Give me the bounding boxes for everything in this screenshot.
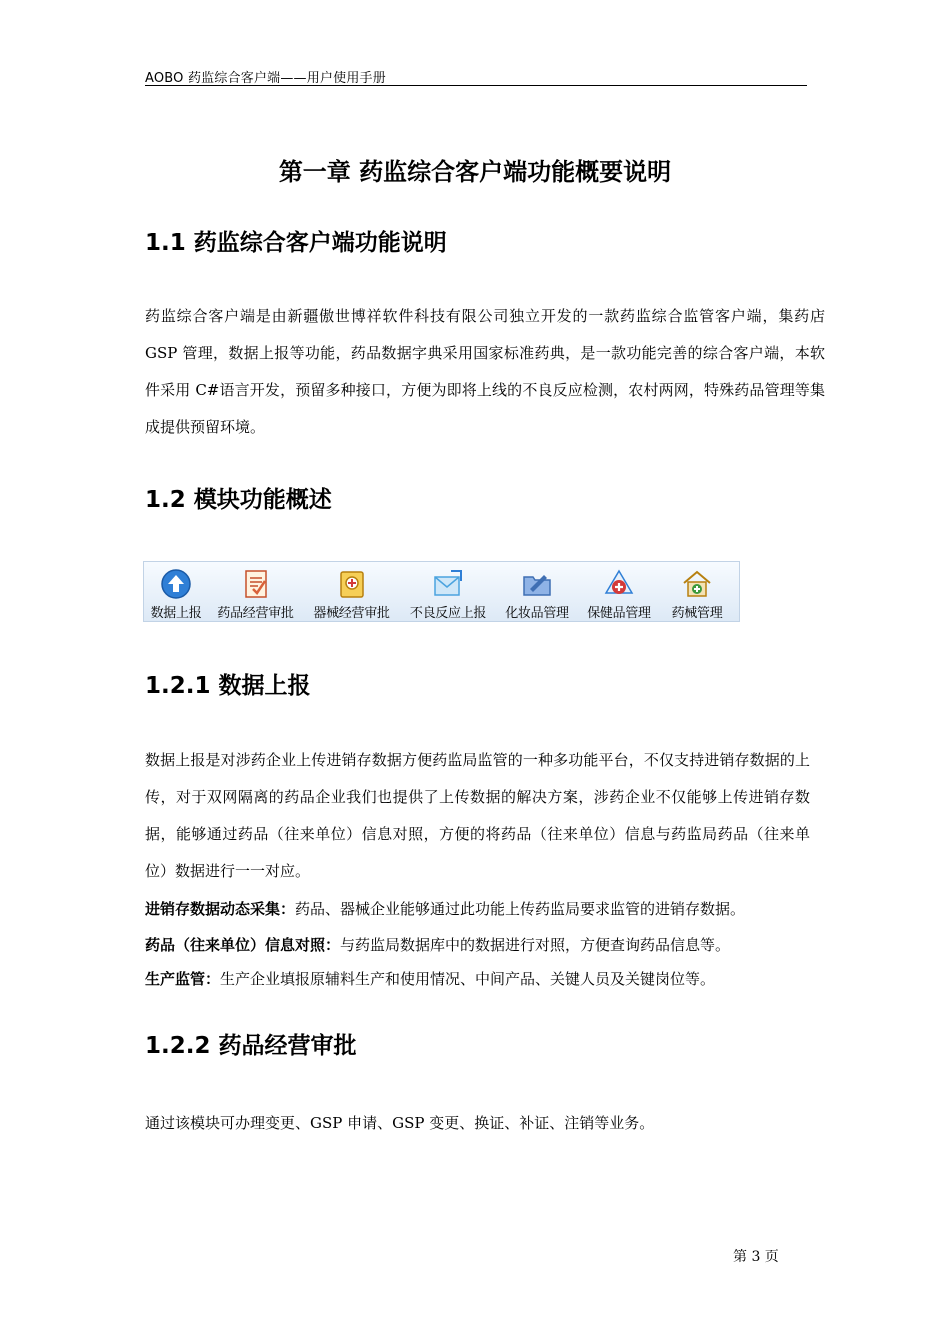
feature-desc: 药品、器械企业能够通过此功能上传药监局要求监管的进销存数据。 <box>295 900 746 918</box>
toolbar-label: 药械管理 <box>671 606 723 621</box>
page-number: 第 3 页 <box>733 1249 779 1265</box>
toolbar-label: 器械经营审批 <box>313 606 390 621</box>
feature-term: 药品（往来单位）信息对照： <box>145 936 341 954</box>
toolbar-item-cosmetics[interactable] <box>496 562 578 621</box>
toolbar-item-data-upload[interactable] <box>144 562 208 621</box>
toolbar-item-medical-devices[interactable] <box>660 562 734 621</box>
section-heading-1-2-1: 1.2.1 数据上报 <box>145 673 311 699</box>
toolbar-item-device-approval[interactable] <box>303 562 400 621</box>
feature-item <box>145 968 715 989</box>
feature-desc: 生产企业填报原辅料生产和使用情况、中间产品、关键人员及关键岗位等。 <box>220 970 716 988</box>
feature-item <box>145 898 745 919</box>
feature-term: 进销存数据动态采集： <box>145 900 296 918</box>
approval-document-icon <box>239 567 273 601</box>
section-1-2-2-paragraph: 通过该模块可办理变更、GSP 申请、GSP 变更、换证、补证、注销等业务。 <box>145 1114 655 1132</box>
feature-desc: 与药监局数据库中的数据进行对照，方便查询药品信息等。 <box>340 936 731 954</box>
health-cross-icon <box>602 567 636 601</box>
toolbar-item-adverse-report[interactable] <box>400 562 496 621</box>
toolbar-label: 保健品管理 <box>587 606 651 621</box>
toolbar-label: 数据上报 <box>150 606 202 621</box>
feature-item <box>145 934 730 955</box>
header-rule <box>145 85 807 86</box>
section-heading-1-1: 1.1 药监综合客户端功能说明 <box>145 230 447 256</box>
toolbar-item-health-products[interactable] <box>578 562 660 621</box>
toolbar-label: 药品经营审批 <box>217 606 294 621</box>
section-heading-1-2: 1.2 模块功能概述 <box>145 487 332 513</box>
toolbar-item-drug-approval[interactable] <box>208 562 303 621</box>
medical-house-icon <box>680 567 714 601</box>
running-header: AOBO 药监综合客户端——用户使用手册 <box>145 71 386 86</box>
toolbar-label: 不良反应上报 <box>409 606 487 621</box>
section-heading-1-2-2: 1.2.2 药品经营审批 <box>145 1033 357 1059</box>
toolbar-label: 化妆品管理 <box>505 606 569 621</box>
device-approval-icon <box>335 567 369 601</box>
feature-term: 生产监管： <box>145 970 221 988</box>
upload-arrow-icon <box>159 567 193 601</box>
chapter-title: 第一章 药监综合客户端功能概要说明 <box>278 158 672 186</box>
section-1-2-1-paragraph: 数据上报是对涉药企业上传进销存数据方便药监局监管的一种多功能平台，不仅支持进销存数据的上传，对于双网隔离的药品企业我们也提供了上传数据的解决方案，涉药企业不仅能够上传进销存数据，能够通过药品（往来单位）信息对照，方便的将药品（往来单位）信息与药监局药品（往来单位）数据进行一一对应。 <box>145 751 810 880</box>
cosmetics-folder-icon <box>520 567 554 601</box>
section-1-1-paragraph: 药监综合客户端是由新疆傲世博祥软件科技有限公司独立开发的一款药监综合监管客户端，集药店 GSP 管理，数据上报等功能，药品数据字典采用国家标准药典，是一款功能完善的综合客户端，本软件采用 C#语言开发，预留多种接口，方便为即将上线的不良反应检测，农村两网，特殊药品管理等集成提供预留环境。 <box>145 307 825 436</box>
module-toolbar <box>143 561 740 622</box>
adverse-report-icon <box>431 567 465 601</box>
